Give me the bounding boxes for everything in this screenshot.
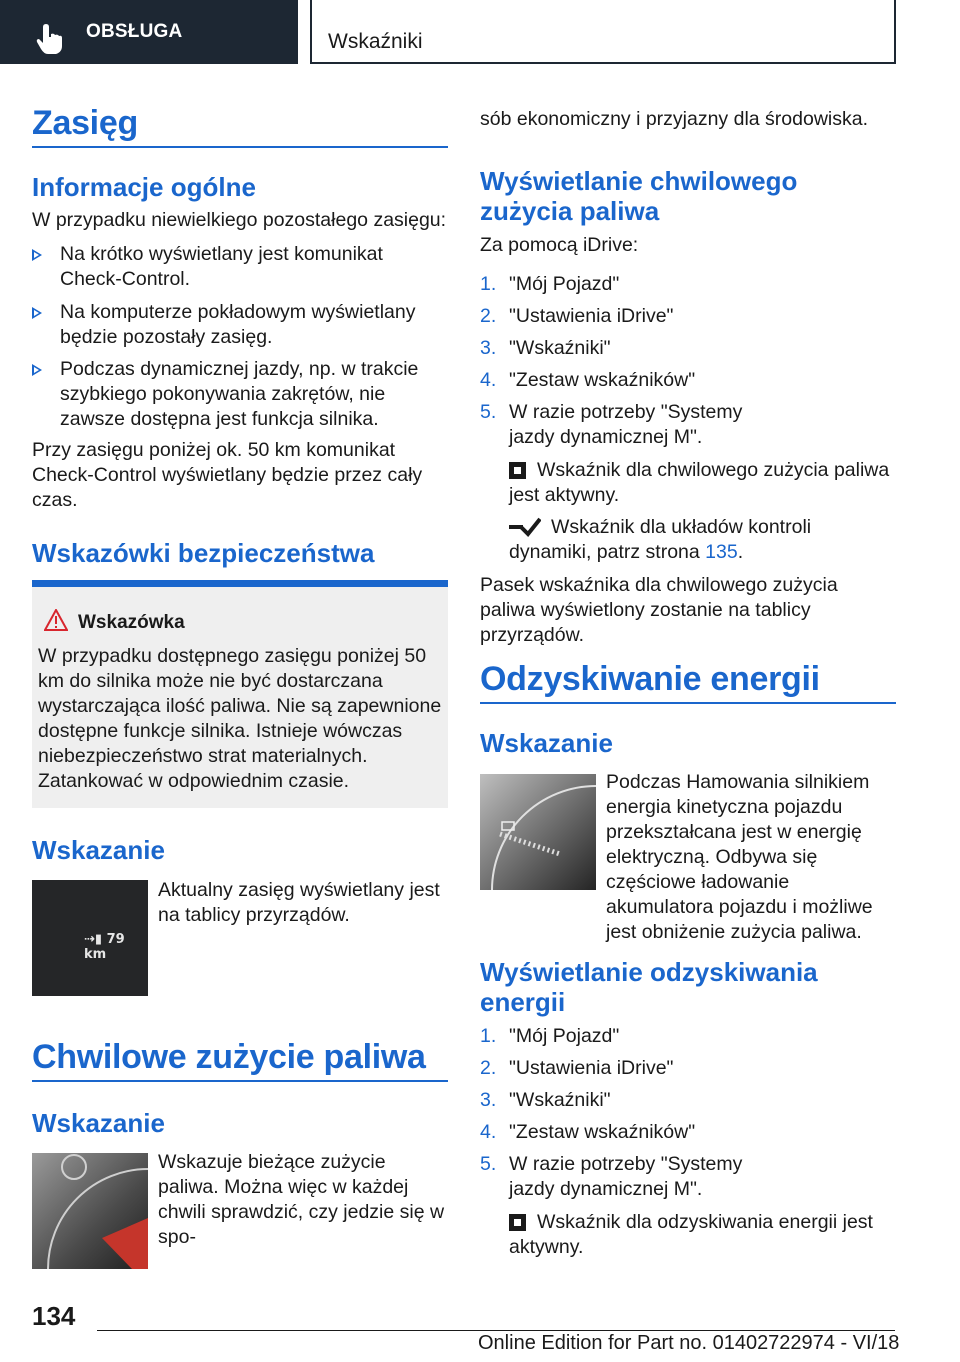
dyn-control-note: Wskaźnik dla układów kontroli dynamiki, patrz strona 135. bbox=[509, 516, 812, 563]
list-item: 4. "Zestaw wskaźników" bbox=[480, 1121, 696, 1143]
section-title-fuel: Chwilowe zużycie paliwa bbox=[32, 1038, 426, 1076]
subheading-display: Wskazanie bbox=[32, 835, 165, 865]
list-item: 4. "Zestaw wskaźników" bbox=[480, 369, 696, 391]
checkbox-checked-icon bbox=[509, 1214, 526, 1231]
list-item: 5. W razie potrzeby "Systemy jazdy dynamicznej M". bbox=[480, 1153, 743, 1200]
bullet-triangle-icon bbox=[32, 249, 42, 261]
fuel-gauge-image bbox=[32, 1153, 148, 1269]
bar-text: Pasek wskaźnika dla chwilowego zużycia paliwa wyświetlony zostanie na tablicy przyrządów. bbox=[480, 574, 838, 646]
warning-box bbox=[32, 580, 448, 808]
warning-icon bbox=[44, 609, 68, 631]
list-item: 3. "Wskaźniki" bbox=[480, 337, 611, 359]
list-item: Podczas dynamicznej jazdy, np. w trakcie szybkiego pokonywania zakrętów, nie zawsze dostępna jest funkcja silnika. bbox=[32, 357, 448, 432]
recovery-gauge-image bbox=[480, 774, 596, 890]
subheading-rec-display: Wskazanie bbox=[480, 728, 613, 758]
recovery-gauge-icon bbox=[480, 774, 596, 890]
list-item: 2. "Ustawienia iDrive" bbox=[480, 1057, 674, 1079]
intro-text: W przypadku niewielkiego pozostałego zasięgu: bbox=[32, 209, 447, 231]
list-item: 3. "Wskaźniki" bbox=[480, 1089, 611, 1111]
list-item: 1. "Mój Pojazd" bbox=[480, 273, 620, 295]
subheading-show-fuel: Wyświetlanie chwilowego zużycia paliwa bbox=[480, 166, 798, 226]
list-item: Na komputerze pokładowym wyświetlany będzie pozostały zasięg. bbox=[32, 300, 448, 350]
fuel-pump-icon: ⇢▮ bbox=[84, 932, 107, 947]
divider bbox=[480, 702, 896, 704]
section-title-recovery: Odzyskiwanie energii bbox=[480, 660, 820, 698]
bullet-triangle-icon bbox=[32, 307, 42, 319]
subheading-general-info: Informacje ogólne bbox=[32, 172, 256, 202]
rec-display-text: Podczas Hamowania silnikiem energia kinetyczna pojazdu przekształcana jest w energię elektryczną. Odbywa się częściowe ładowanie akumulatora pojazdu i możliwe jest obniżenie zużycia paliwa. bbox=[606, 771, 873, 943]
fuel-display-text: Wskazuje bieżące zużycie paliwa. Można więc w każdej chwili sprawdzić, czy jedzie się w spo- bbox=[158, 1151, 445, 1248]
subheading-safety: Wskazówki bezpieczeństwa bbox=[32, 538, 375, 568]
chapter-header bbox=[310, 0, 896, 64]
list-item: 2. "Ustawienia iDrive" bbox=[480, 305, 674, 327]
checkbox-checked-icon bbox=[509, 462, 526, 479]
checkmark-icon bbox=[509, 517, 541, 537]
section-title-range: Zasięg bbox=[32, 104, 138, 142]
active-recovery-note: Wskaźnik dla odzyskiwania energii jest aktywny. bbox=[509, 1211, 873, 1258]
warning-text: W przypadku dostępnego zasięgu poniżej 50 km do silnika może nie być dostarczana wystarczająca ilość paliwa. Nie są zapewnione dostępne funkcje silnika. Istnieje wówczas niebezpieczeństwo strat materialnych. Zatankować w odpowiednim czasie. bbox=[38, 645, 442, 792]
active-fuel-note: Wskaźnik dla chwilowego zużycia paliwa jest aktywny. bbox=[509, 459, 890, 506]
hand-icon bbox=[36, 22, 66, 54]
chapter-title: Wskaźniki bbox=[328, 30, 423, 53]
display-text: Aktualny zasięg wyświetlany jest na tablicy przyrządów. bbox=[158, 879, 440, 926]
subheading-fuel-display: Wskazanie bbox=[32, 1108, 165, 1138]
gauge-icon bbox=[32, 1153, 148, 1269]
bullet-triangle-icon bbox=[32, 364, 42, 376]
section-tab-label: OBSŁUGA bbox=[86, 21, 183, 42]
edition-text: Online Edition for Part no. 01402722974 - VI/18 bbox=[478, 1332, 900, 1354]
continued-text: sób ekonomiczny i przyjazny dla środowiska. bbox=[480, 108, 869, 130]
divider bbox=[32, 1080, 448, 1082]
list-item: Na krótko wyświetlany jest komunikat Check-Control. bbox=[32, 242, 448, 292]
footer-divider bbox=[97, 1330, 895, 1331]
page-number: 134 bbox=[32, 1301, 76, 1331]
range-paragraph: Przy zasięgu poniżej ok. 50 km komunikat Check-Control wyświetlany będzie przez cały czas. bbox=[32, 439, 423, 511]
list-item: 5. W razie potrzeby "Systemy jazdy dynamicznej M". bbox=[480, 401, 743, 448]
divider bbox=[32, 146, 448, 148]
via-idrive-text: Za pomocą iDrive: bbox=[480, 234, 639, 256]
range-display-image bbox=[32, 880, 148, 996]
list-item: 1. "Mój Pojazd" bbox=[480, 1025, 620, 1047]
range-indicator: ⇢▮ 79 km bbox=[84, 932, 125, 962]
page-link[interactable]: 135 bbox=[705, 541, 738, 563]
warning-title: Wskazówka bbox=[78, 612, 185, 633]
section-tab bbox=[0, 0, 298, 64]
subheading-show-recovery: Wyświetlanie odzyskiwania energii bbox=[480, 957, 818, 1017]
